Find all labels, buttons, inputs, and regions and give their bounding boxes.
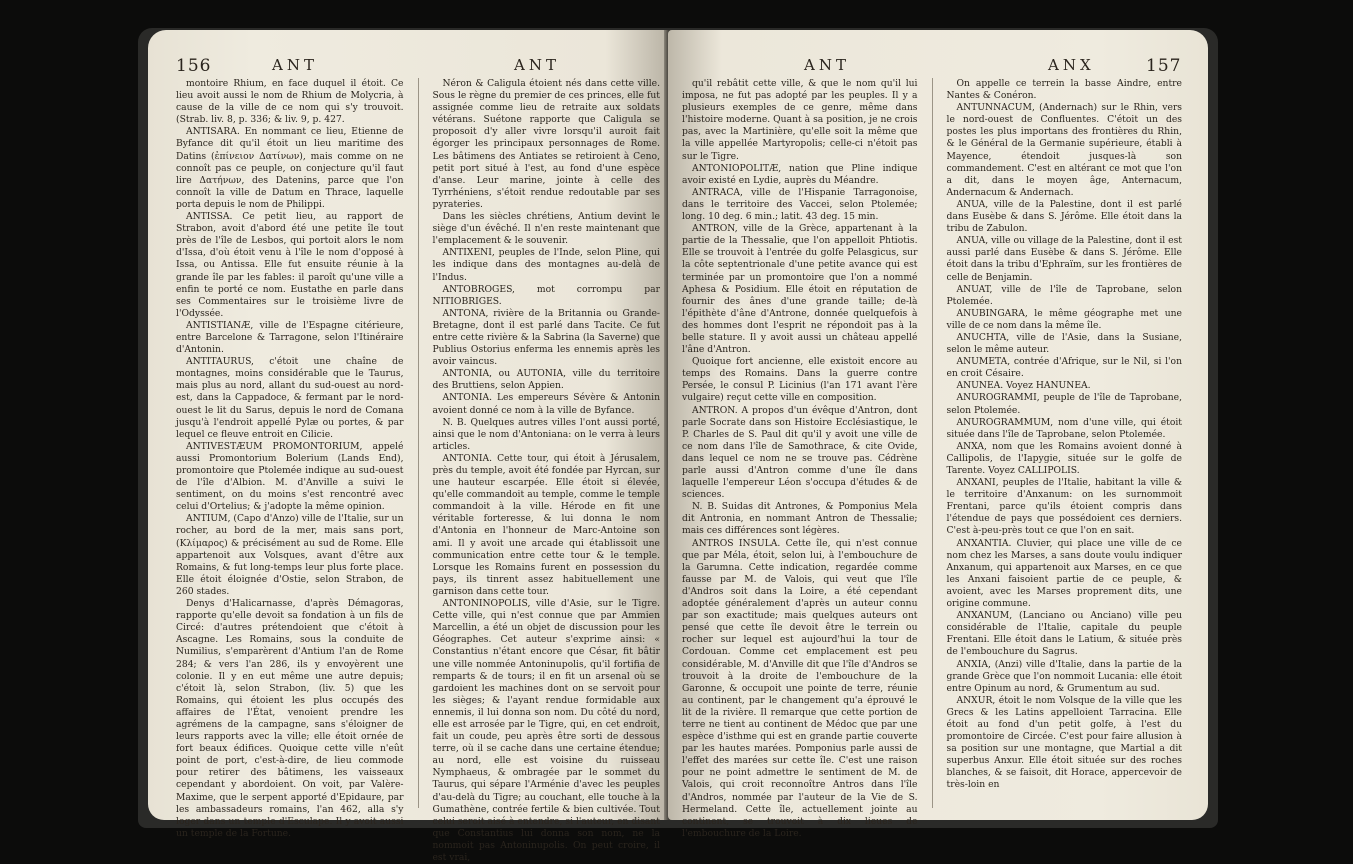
entry-paragraph: On appelle ce terrein la basse Aindre, entre Nantes & Conéron. xyxy=(946,78,1182,102)
entry-paragraph: ANTIVESTÆUM PROMONTORIUM, appelé aussi Promontorium Bolerium (Lands End), promontoire que Ptolemée indique au sud-ouest de l'île d'Albion. M. d'Anville a suivi le sentiment, on du moins s'est rencontré avec celui d'Ortelius; & j'adopte la même opinion. xyxy=(176,440,404,513)
entry-paragraph: ANTONIA. Les empereurs Sévère & Antonin avoient donné ce nom à la ville de Byfance. xyxy=(432,392,660,416)
right-running-head-left: ANT xyxy=(804,56,850,74)
entry-paragraph: ANUROGRAMMUM, nom d'une ville, qui étoit située dans l'île de Taprobane, selon Ptolemée. xyxy=(946,416,1182,440)
entry-paragraph: ANUMETA, contrée d'Afrique, sur le Nil, si l'on en croit Césaire. xyxy=(946,356,1182,380)
entry-paragraph: Quoique fort ancienne, elle existoit encore au temps des Romains. Dans la guerre contre Persée, le consul P. Licinius (l'an 171 avant l'ère vulgaire) reçut cette ville en composition. xyxy=(682,356,918,404)
right-page-column-1 xyxy=(682,78,918,839)
entry-paragraph: ANXANUM, (Lanciano ou Anciano) ville peu considérable de l'Italie, capitale du peuple Frentani. Elle étoit dans le Latium, & située près de l'embouchure du Sagrus. xyxy=(946,610,1182,658)
entry-paragraph: Néron & Caligula étoient nés dans cette ville. Sous le règne du premier de ces princes, elle fut assignée comme lieu de retraite aux soldats vétérans. Suétone rapporte que Caligula se proposoit d'y aller vivre lorsqu'il auroit fait égorger les principaux personnages de Rome. Les bâtimens des Antiates se retiroient à Ceno, petit port situé à l'est, au fond d'une espèce d'anse. Leur marine, jointe à celle des Tyrrhéniens, s'étoit rendue redoutable par ses pyrateries. xyxy=(432,78,660,210)
entry-paragraph: ANTISARA. En nommant ce lieu, Etienne de Byfance dit qu'il étoit un lieu maritime des Datins (ἐπίνειον Δατίνων), mais comme on ne connoît pas ce peuple, on conjecture qu'il faut lire Δατήνων, des Datenins, parce que l'on connoît la ville de Datum en Thrace, laquelle porta depuis le nom de Philippi. xyxy=(176,126,404,210)
entry-paragraph: ANTISSA. Ce petit lieu, au rapport de Strabon, avoit d'abord été une petite île tout près de l'île de Lesbos, qui portoit alors le nom d'Issa, d'où étoit venu à l'île le nom d'opposé à Issa, ou Antissa. Elle fut ensuite réunie à la grande île par les fables: il paroît qu'une ville a enfin te porté ce nom. Eustathe en parle dans ses Commentaires sur le troisième livre de l'Odyssée. xyxy=(176,211,404,319)
entry-paragraph: ANTUNNACUM, (Andernach) sur le Rhin, vers le nord-ouest de Confluentes. C'étoit un des postes les plus importans des frontières du Rhin, & le Général de la Germanie supérieure, établi à Mayence, étendoit jusques-là son commandement. C'est en altérant ce mot que l'on a dit, dans le moyen âge, Anternacum, Andernacum & Andernach. xyxy=(946,102,1182,198)
entry-paragraph: Dans les siècles chrétiens, Antium devint le siège d'un évêché. Il n'en reste maintenant que l'emplacement & le souvenir. xyxy=(432,211,660,247)
column-divider xyxy=(932,78,933,808)
entry-paragraph: ANTONIA. Cette tour, qui étoit à Jérusalem, près du temple, avoit été fondée par Hyrcan, sur une hauteur escarpée. Elle étoit si élevée, qu'elle commandoit au temple, comme le temple commandoit à la ville. Hérode en fit une véritable forteresse, & lui donna le nom d'Antonia en l'honneur de Marc-Antoine son ami. Il y avoit une arcade qui établissoit une communication entre cette tour & le temple. Lorsque les Romains furent en possession du pays, ils tinrent assez habituellement une garnison dans cette tour. xyxy=(432,452,660,597)
entry-paragraph: montoire Rhium, en face duquel il étoit. Ce lieu avoit aussi le nom de Rhium de Molycria, à cause de la ville de ce nom qui s'y trouvoit. (Strab. liv. 8, p. 336; & liv. 9, p. 427. xyxy=(176,78,404,126)
entry-paragraph: ANUNEA. Voyez HANUNEA. xyxy=(956,380,1091,392)
entry-paragraph: ANTRON. A propos d'un évêque d'Antron, dont parle Socrate dans son Histoire Ecclésiastique, le P. Charles de S. Paul dit qu'il y avoit une ville de ce nom dans l'île de Samothrace, & cite Ovide, dans lequel ce nom ne se trouve pas. Cédrène parle aussi d'Antron comme d'une île dans laquelle l'empereur Léon s'occupa d'études & de sciences. xyxy=(682,404,918,501)
entry-paragraph: N. B. Quelques autres villes l'ont aussi porté, ainsi que le nom d'Antoniana: on le verra à leurs articles. xyxy=(432,416,660,452)
entry-paragraph: ANUROGRAMMI, peuple de l'île de Taprobane, selon Ptolemée. xyxy=(946,392,1182,416)
right-running-head-right: ANX xyxy=(1048,56,1095,74)
column-divider xyxy=(418,78,419,808)
right-page-number: 157 xyxy=(1146,56,1182,76)
left-page-column-2 xyxy=(432,78,661,863)
entry-paragraph: ANXANI, peuples de l'Italie, habitant la ville & le territoire d'Anxanum: on les surnommoit Frentani, parce qu'ils étoient compris dans l'étendue de pays que possédoient ces derniers. C'est à-peu-près tout ce que l'on en sait. xyxy=(946,477,1182,537)
entry-paragraph: ANXANTIA. Cluvier, qui place une ville de ce nom chez les Marses, a sans doute voulu indiquer Anxanum, qui appartenoit aux Marses, en ce que les Anxani faisoient partie de ce peuple, & avoient, avec les Marses proprement dits, une origine commune. xyxy=(946,537,1182,610)
entry-paragraph: ANUA, ville de la Palestine, dont il est parlé dans Eusèbe & dans S. Jérôme. Elle étoit dans la tribu de Zabulon. xyxy=(946,198,1182,235)
entry-paragraph: ANUA, ville ou village de la Palestine, dont il est aussi parlé dans Eusèbe & dans S. Jérôme. Elle étoit dans la tribu d'Ephraïm, sur les frontières de celle de Benjamin. xyxy=(946,235,1182,283)
left-page-column-1 xyxy=(176,78,404,839)
left-page-header xyxy=(176,38,660,78)
entry-paragraph: ANUAT, ville de l'île de Taprobane, selon Ptolemée. xyxy=(946,283,1182,307)
right-page-column-2 xyxy=(947,78,1183,808)
entry-paragraph: Denys d'Halicarnasse, d'après Démagoras, rapporte qu'elle devoit sa fondation à un fils de Circé: d'autres prétendoient que c'étoit à Ascagne. Les Romains, sous la conduite de Numilius, s'emparèrent d'Antium l'an de Rome 284; & vers l'an 286, ils y envoyèrent une colonie. Il y en eut même une autre depuis; c'étoit là, selon Strabon, (liv. 5) que les Romains, qui étoient les plus occupés des affaires de l'État, venoient prendre les agrémens de la campagne, sans s'éloigner de leurs rapports avec la ville; elle étoit ornée de fort beaux édifices. Quoique cette ville n'eût point de port, c'est-à-dire, de lieu commode pour retirer des bâtimens, les vaisseaux cependant y abordoient. On voit, par Valère-Maxime, que le serpent apporté d'Epidaure, par les ambassadeurs romains, l'an 462, alla s'y loger dans un temple d'Esculape. Il y avoit aussi un temple de la Fortune. xyxy=(176,598,404,839)
entry-paragraph: ANTRON, ville de la Grèce, appartenant à la partie de la Thessalie, que l'on appelloit Phtiotis. Elle se trouvoit à l'entrée du golfe Pelasgicus, sur la côte septentrionale d'une petite avance qui est terminée par un promontoire que l'on a nommé Aphesa & Posidium. Elle étoit en réputation de fournir des ânes d'une grande taille; de-là l'épithète d'âne d'Antrone, donnée quelquefois à des hommes dont l'esprit ne répondoit pas à la belle stature. Il y avoit aussi un château appellé l'âne d'Antron. xyxy=(682,223,918,356)
entry-paragraph: ANTIUM, (Capo d'Anzo) ville de l'Italie, sur un rocher, au bord de la mer, mais sans port, (Κλίμαρος) & précisément au sud de Rome. Elle appartenoit aux Volsques, avant d'être aux Romains, & fut long-temps leur plus forte place. Elle étoit éloignée d'Ostie, selon Strabon, de 260 stades. xyxy=(176,513,404,597)
entry-paragraph: ANXIA, (Anzi) ville d'Italie, dans la partie de la grande Grèce que l'on nommoit Lucania: elle étoit entre Opinum au nord, & Grumentum au sud. xyxy=(946,658,1182,694)
entry-paragraph: ANTITAURUS, c'étoit une chaîne de montagnes, moins considérable que le Taurus, mais plus au nord, allant du sud-ouest au nord-est, dans la Cappadoce, & fermant par le nord-ouest le lit du Sarus, depuis le nord de Comana jusqu'à l'endroit appellé Pylæ ou portes, & par lequel ce fleuve entroit en Cilicie. xyxy=(176,356,404,440)
entry-paragraph: ANTROS INSULA. Cette île, qui n'est connue que par Méla, étoit, selon lui, à l'embouchure de la Garumna. Cette indication, regardée comme fausse par M. de Valois, qui veut que l'île d'Andros soit dans la Loire, a été cependant adoptée généralement d'après un auteur connu par son exactitude; mais quelques auteurs ont pensé que cette île devoit être le terrein ou rocher sur lequel est aujourd'hui la tour de Cordouan. Comme cet emplacement est peu considérable, M. d'Anville dit que l'île d'Andros se trouvoit à la droite de l'embouchure de la Garonne, & occupoit une pointe de terre, réunie au continent, par le changement qu'a éprouvé le lit de la rivière. Il remarque que cette portion de terre ne tient au continent de Médoc que par une espèce d'isthme qui est en grande partie couverte par les hautes marées. Pomponius parle aussi de l'effet des marées sur cette île. C'est une raison pour ne point admettre le sentiment de M. de Valois, qui croit reconnoître Antros dans l'île d'Andros, nommée par l'auteur de la Vie de S. Hermeland. Cette île, actuellement jointe au continent, se trouvoit à dix lieues de l'embouchure de la Loire. xyxy=(682,537,918,839)
entry-paragraph: ANXUR, étoit le nom Volsque de la ville que les Grecs & les Latins appelloient Tarracina. Elle étoit au fond d'un petit golfe, à l'est du promontoire de Circée. C'est pour faire allusion à sa position sur une montagne, que Martial a dit superbus Anxur. Elle étoit située sur des roches blanches, & se faisoit, dit Horace, appercevoir de très-loin en xyxy=(946,694,1182,791)
left-running-head-left: ANT xyxy=(272,56,318,74)
entry-paragraph: ANUBINGARA, le même géographe met une ville de ce nom dans la même île. xyxy=(946,307,1182,331)
left-running-head-right: ANT xyxy=(514,56,560,74)
entry-paragraph: ANTONIA, ou AUTONIA, ville du territoire des Bruttiens, selon Appien. xyxy=(432,368,660,392)
entry-paragraph: ANTOBROGES, mot corrompu par NITIOBRIGES. xyxy=(432,283,660,307)
entry-paragraph: ANTONIOPOLITÆ, nation que Pline indique avoir existé en Lydie, auprès du Méandre. xyxy=(682,162,918,186)
entry-paragraph: ANUCHTA, ville de l'Asie, dans la Susiane, selon le même auteur. xyxy=(946,331,1182,356)
entry-paragraph: qu'il rebâtit cette ville, & que le nom qu'il lui imposa, ne fut pas adopté par les peuples. Il y a plusieurs exemples de ce genre, même dans l'histoire moderne. Quant à sa position, je ne crois pas, avec la Martinière, qu'elle soit la même que la ville appellée Martyropolis; celle-ci n'étoit pas sur le Tigre. xyxy=(682,78,918,162)
right-page-header xyxy=(682,38,1182,78)
entry-paragraph: ANTRACA, ville de l'Hispanie Tarragonoise, dans le territoire des Vaccei, selon Ptolemée; long. 10 deg. 6 min.; latit. 43 deg. 15 min. xyxy=(682,186,918,223)
entry-paragraph: ANXA, nom que les Romains avoient donné à Callipolis, de l'Iapygie, située sur le golfe de Tarente. Voyez CALLIPOLIS. xyxy=(946,440,1182,476)
entry-paragraph: N. B. Suidas dit Antrones, & Pomponius Mela dit Antronia, en nommant Antron de Thessalie; mais ces différences sont légères. xyxy=(682,501,918,537)
entry-paragraph: ANTIXENI, peuples de l'Inde, selon Pline, qui les indique dans des montagnes au-delà de l'Indus. xyxy=(432,247,660,283)
entry-paragraph: ANTISTIANÆ, ville de l'Espagne citérieure, entre Barcelone & Tarragone, selon l'Itinéraire d'Antonin. xyxy=(176,319,404,356)
left-page xyxy=(148,30,668,863)
entry-paragraph: ANTONA, rivière de la Britannia ou Grande-Bretagne, dont il est parlé dans Tacite. Ce fut entre cette rivière & la Sabrina (la Saverne) que Publius Ostorius enferma les ennemis après les avoir vaincus. xyxy=(432,307,660,368)
right-page xyxy=(668,30,1208,839)
left-page-number: 156 xyxy=(176,56,212,76)
entry-paragraph: ANTONINOPOLIS, ville d'Asie, sur le Tigre. Cette ville, qui n'est connue que par Ammien Marcellin, a été un objet de discussion pour les Géographes. Cet auteur s'exprime ainsi: « Constantius n'étant encore que César, fit bâtir une ville nommée Antoninupolis, qu'il fortifia de remparts & de tours; il en fit un arsenal où se gardoient les machines dont on se servoit pour les sièges; & l'ayant rendue formidable aux ennemis, il lui donna son nom. Du côté du nord, elle est arrosée par le Tigre, qui, en cet endroit, fait un coude, peu après être sorti de dessous terre, où il se cache dans une certaine étendue; au nord, elle est voisine du ruisseau Nymphaeus, & ombragée par le sommet du Taurus, qui sépare l'Arménie d'avec les peuples d'au-delà du Tigre; au couchant, elle touche à la Gumathène, contrée fertile & bien cultivée. Tout celui seroit aisé à entendre, si l'auteur, en disant que Constantius lui donna son nom, ne la nommoit pas Antoninupolis. On peut croire, il est vrai, xyxy=(432,598,660,863)
